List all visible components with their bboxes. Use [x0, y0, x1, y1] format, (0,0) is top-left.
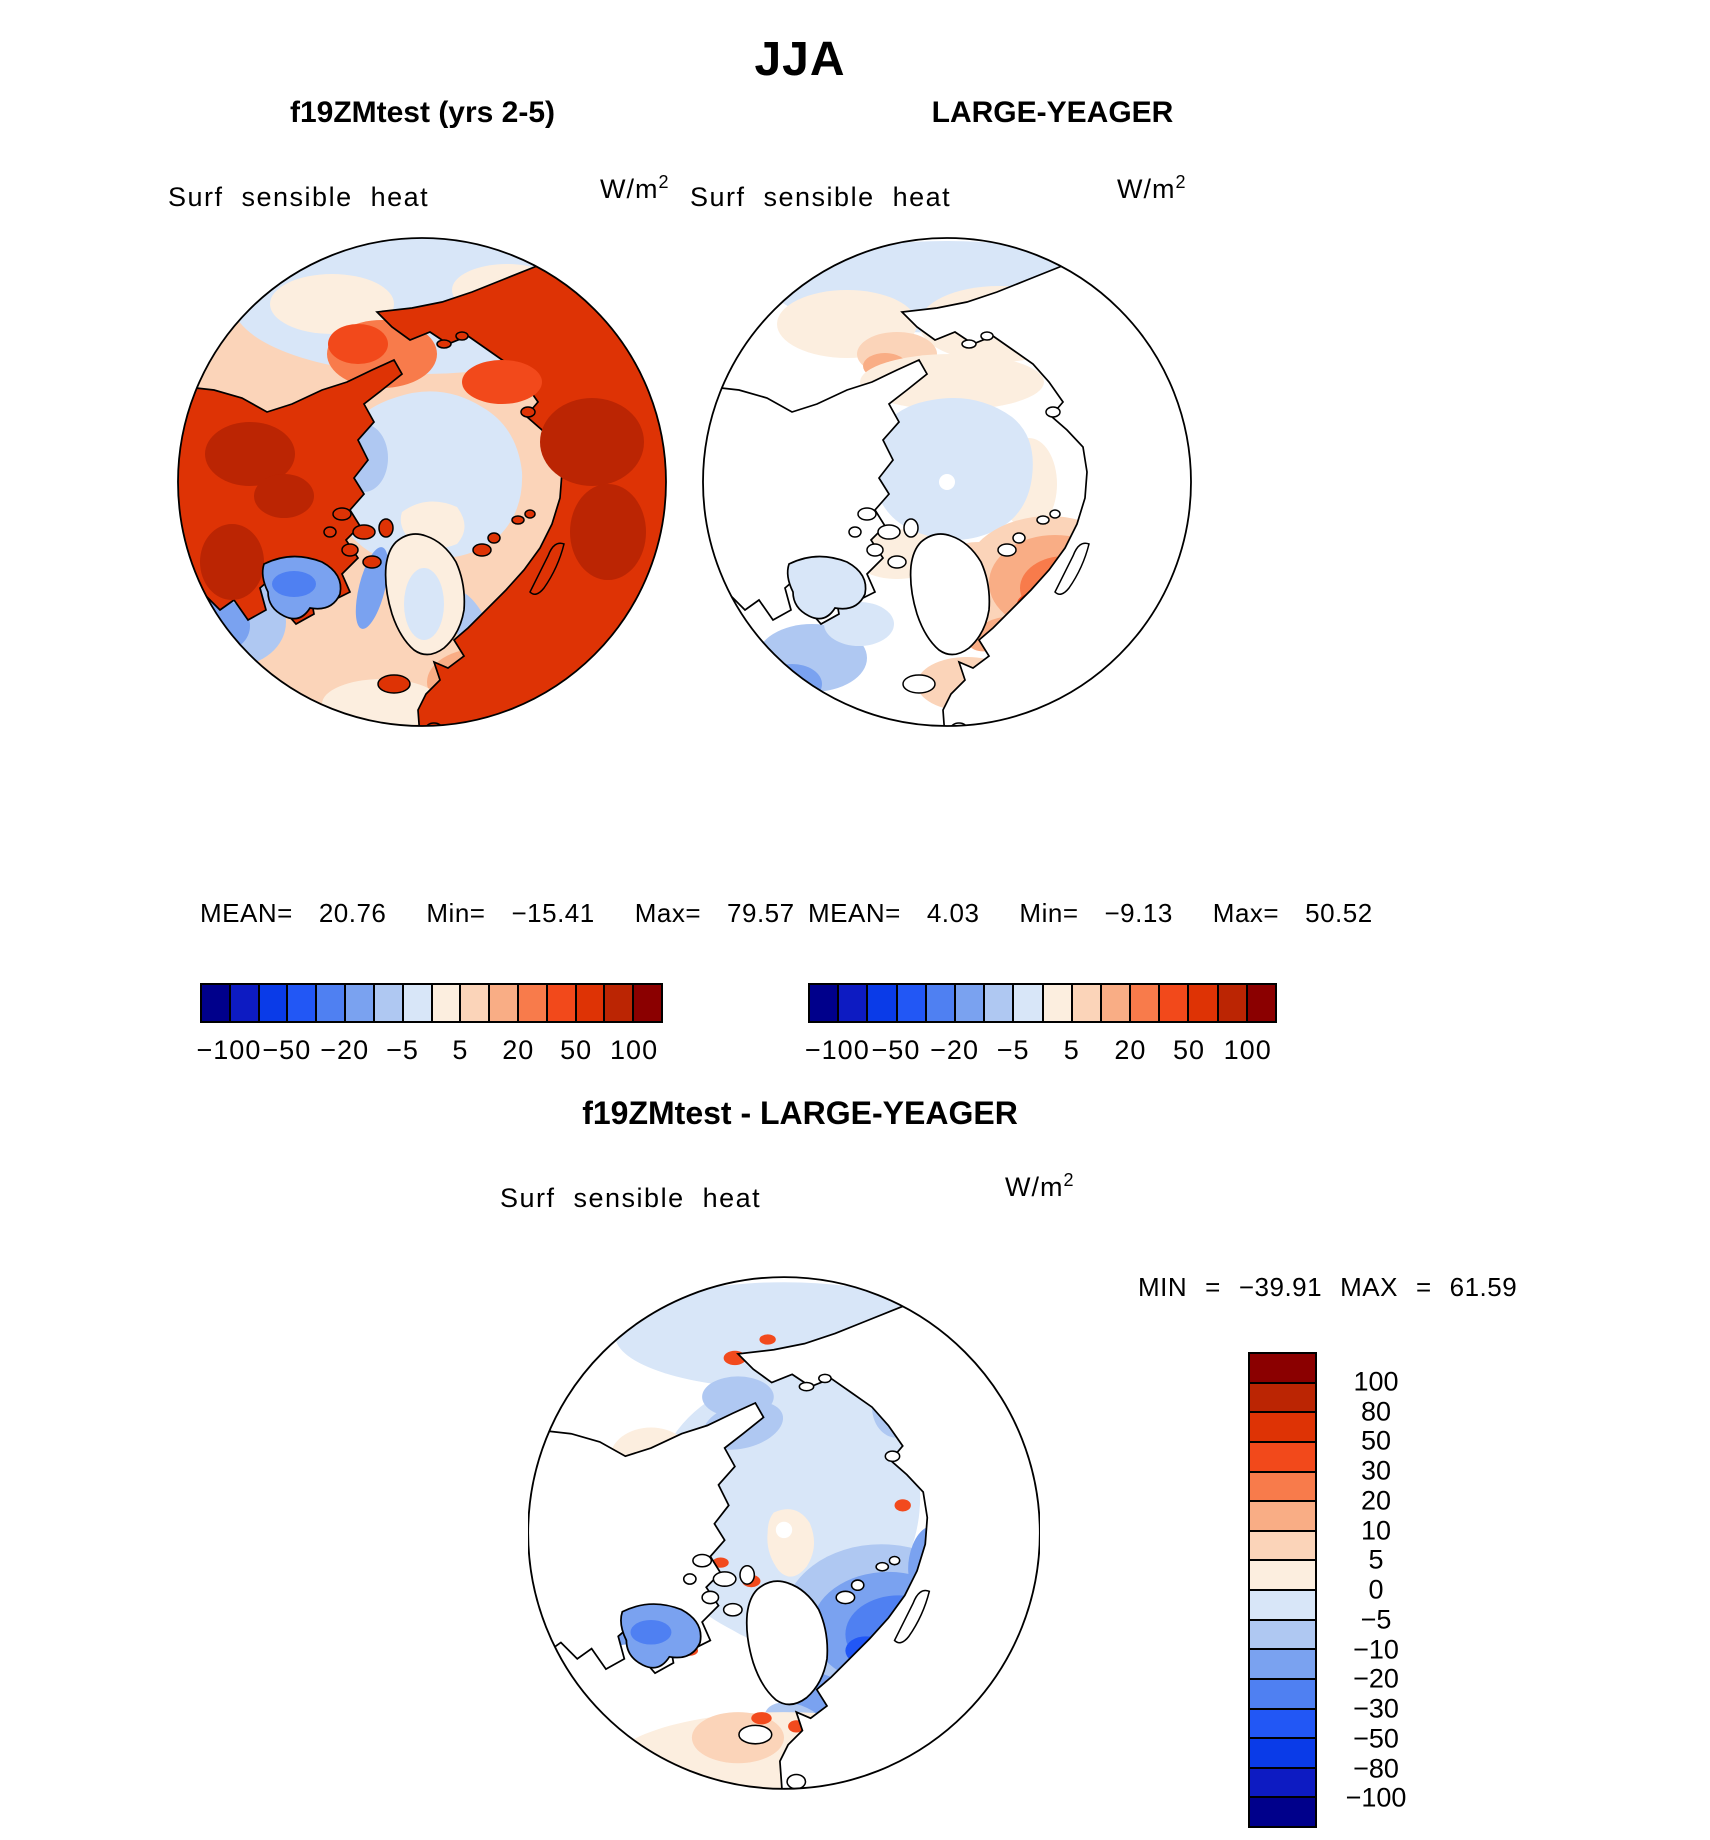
colorbar-segment — [260, 985, 289, 1021]
obs-units-label — [1117, 172, 1187, 205]
model-units-base: W/m — [600, 174, 659, 204]
colorbar-segment — [461, 985, 490, 1021]
model-panel-title: f19ZMtest (yrs 2-5) — [289, 96, 556, 129]
model-units-label — [600, 172, 670, 205]
figure-title: JJA — [754, 33, 846, 86]
colorbar-diff-tick-label: −30 — [1353, 1693, 1399, 1724]
colorbar-segment — [1102, 985, 1131, 1021]
colorbar-tick-label: −100 — [196, 1035, 262, 1065]
colorbar-segment — [1248, 985, 1275, 1021]
colorbar-diff-labels — [1326, 1352, 1426, 1828]
diff-max-value: 61.59 — [1449, 1272, 1518, 1302]
colorbar-obs — [804, 983, 1277, 1073]
colorbar-obs-ticks — [804, 1035, 1277, 1071]
colorbar-diff-tick-label: 100 — [1353, 1366, 1399, 1397]
colorbar-tick-label: 100 — [610, 1035, 659, 1065]
colorbar-obs-segments — [808, 983, 1277, 1023]
map-model-field — [172, 232, 672, 732]
colorbar-diff — [1248, 1352, 1317, 1828]
colorbar-segment — [1250, 1680, 1315, 1710]
colorbar-segment — [1250, 1443, 1315, 1473]
colorbar-tick-label: −100 — [804, 1035, 870, 1065]
colorbar-segment — [1250, 1354, 1315, 1384]
colorbar-segment — [868, 985, 897, 1021]
colorbar-segment — [202, 985, 231, 1021]
colorbar-diff-tick-label: −20 — [1353, 1663, 1399, 1694]
colorbar-model-segments — [200, 983, 663, 1023]
colorbar-diff-tick-label: 0 — [1368, 1574, 1384, 1605]
colorbar-segment — [288, 985, 317, 1021]
obs-units-exp: 2 — [1175, 172, 1187, 192]
colorbar-segment — [1250, 1769, 1315, 1799]
max-label: Max= — [634, 898, 702, 928]
colorbar-segment — [927, 985, 956, 1021]
colorbar-segment — [1073, 985, 1102, 1021]
colorbar-segment — [231, 985, 260, 1021]
colorbar-segment — [1014, 985, 1043, 1021]
colorbar-diff-tick-label: −10 — [1353, 1634, 1399, 1664]
colorbar-segment — [404, 985, 433, 1021]
colorbar-diff-tick-label: 30 — [1360, 1455, 1392, 1486]
colorbar-segment — [1250, 1710, 1315, 1740]
colorbar-tick-label: −50 — [871, 1035, 921, 1065]
obs-mean-value: 4.03 — [926, 898, 980, 928]
colorbar-segment — [1250, 1561, 1315, 1591]
colorbar-segment — [490, 985, 519, 1021]
equals-sign: = — [1205, 1272, 1221, 1302]
diff-min-value: −39.91 — [1238, 1272, 1323, 1302]
colorbar-diff-tick-label: −5 — [1360, 1604, 1392, 1635]
colorbar-segment — [1044, 985, 1073, 1021]
max-label: Max= — [1212, 898, 1280, 928]
colorbar-segment — [375, 985, 404, 1021]
colorbar-segment — [1250, 1739, 1315, 1769]
colorbar-segment — [1250, 1384, 1315, 1414]
colorbar-tick-label: −20 — [320, 1035, 370, 1065]
colorbar-segment — [317, 985, 346, 1021]
colorbar-segment — [898, 985, 927, 1021]
pole-hole-dot — [939, 474, 955, 490]
obs-variable-label: Surf sensible heat — [690, 182, 952, 212]
mean-label: MEAN= — [200, 898, 293, 928]
model-min-value: −15.41 — [511, 898, 595, 928]
map-obs — [697, 232, 1197, 732]
mean-label: MEAN= — [808, 898, 901, 928]
model-stats-row — [200, 898, 835, 929]
colorbar-segment — [1131, 985, 1160, 1021]
colorbar-diff-tick-label: 20 — [1360, 1485, 1392, 1516]
colorbar-segment — [985, 985, 1014, 1021]
equals-sign: = — [1415, 1272, 1432, 1302]
colorbar-tick-label: 5 — [1063, 1035, 1080, 1065]
min-label: Min= — [1019, 898, 1079, 928]
colorbar-segment — [548, 985, 577, 1021]
diff-units-exp: 2 — [1063, 1170, 1075, 1190]
map-obs-field — [697, 232, 1197, 732]
colorbar-tick-label: 100 — [1223, 1035, 1272, 1065]
diff-max-label: MAX — [1340, 1272, 1398, 1302]
min-label: Min= — [426, 898, 486, 928]
obs-panel-title: LARGE-YEAGER — [931, 96, 1174, 129]
colorbar-diff-tick-label: 80 — [1360, 1396, 1392, 1426]
colorbar-diff-tick-label: −80 — [1353, 1753, 1399, 1783]
colorbar-diff-tick-label: −100 — [1345, 1782, 1407, 1813]
diff-units-base: W/m — [1005, 1172, 1064, 1202]
model-variable-label: Surf sensible heat — [168, 182, 430, 212]
colorbar-tick-label: 50 — [560, 1035, 593, 1065]
obs-units-base: W/m — [1117, 174, 1176, 204]
colorbar-segment — [577, 985, 606, 1021]
colorbar-segment — [956, 985, 985, 1021]
colorbar-tick-label: −50 — [262, 1035, 312, 1065]
colorbar-segment — [1160, 985, 1189, 1021]
diff-panel-title: f19ZMtest - LARGE-YEAGER — [582, 1095, 1018, 1131]
colorbar-segment — [433, 985, 462, 1021]
colorbar-diff-tick-label: 10 — [1360, 1515, 1392, 1545]
colorbar-tick-label: 50 — [1173, 1035, 1206, 1065]
diff-min-label: MIN — [1138, 1272, 1188, 1302]
diff-minmax-row — [1138, 1272, 1535, 1303]
colorbar-tick-label: 5 — [452, 1035, 469, 1065]
obs-min-value: −9.13 — [1104, 898, 1173, 928]
diff-variable-label: Surf sensible heat — [500, 1183, 762, 1213]
map-model — [172, 232, 672, 732]
colorbar-segment — [1250, 1473, 1315, 1503]
colorbar-model-ticks — [196, 1035, 663, 1071]
map-diff — [528, 1272, 1040, 1840]
colorbar-segment — [1250, 1502, 1315, 1532]
colorbar-tick-label: 20 — [502, 1035, 535, 1065]
colorbar-segment — [1189, 985, 1218, 1021]
colorbar-tick-label: −5 — [386, 1035, 419, 1065]
colorbar-segment — [1250, 1532, 1315, 1562]
model-units-exp: 2 — [658, 172, 670, 192]
colorbar-diff-tick-label: 5 — [1368, 1544, 1384, 1575]
colorbar-diff-tick-label: −50 — [1353, 1723, 1399, 1754]
colorbar-segment — [839, 985, 868, 1021]
colorbar-segment — [519, 985, 548, 1021]
colorbar-segment — [1219, 985, 1248, 1021]
colorbar-segment — [1250, 1413, 1315, 1443]
colorbar-segment — [1250, 1591, 1315, 1621]
colorbar-segment — [1250, 1650, 1315, 1680]
colorbar-tick-label: −5 — [996, 1035, 1030, 1065]
colorbar-segment — [810, 985, 839, 1021]
colorbar-segment — [346, 985, 375, 1021]
colorbar-diff-tick-label: 50 — [1360, 1425, 1392, 1456]
colorbar-segment — [1250, 1798, 1315, 1826]
model-max-value: 79.57 — [727, 898, 795, 928]
colorbar-diff-segments — [1248, 1352, 1317, 1828]
model-mean-value: 20.76 — [318, 898, 387, 928]
pole-hole-dot — [776, 1522, 792, 1538]
obs-max-value: 50.52 — [1305, 898, 1373, 928]
colorbar-tick-label: 20 — [1114, 1035, 1147, 1065]
colorbar-model — [196, 983, 663, 1073]
colorbar-tick-label: −20 — [930, 1035, 979, 1065]
map-diff-field — [528, 1272, 1040, 1840]
colorbar-segment — [1250, 1621, 1315, 1651]
colorbar-segment — [605, 985, 634, 1021]
diff-units-label — [1005, 1170, 1075, 1203]
obs-stats-row — [808, 898, 1413, 929]
colorbar-segment — [634, 985, 661, 1021]
